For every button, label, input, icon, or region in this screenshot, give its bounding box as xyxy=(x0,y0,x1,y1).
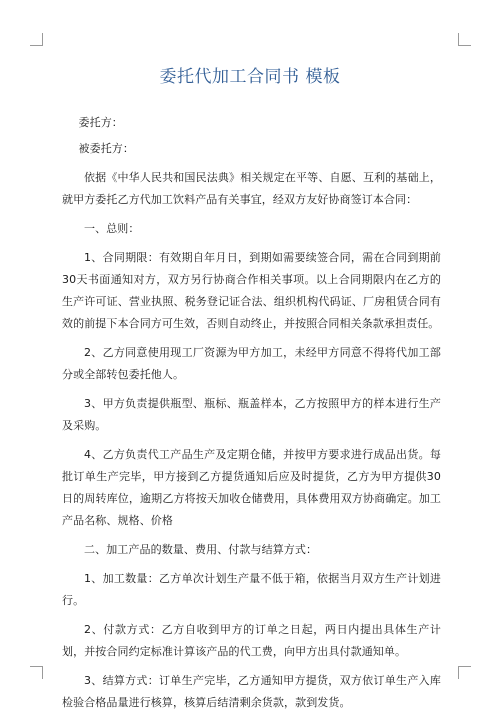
document-title: 委托代加工合同书 模板 xyxy=(159,67,341,87)
paragraph-payment: 2、付款方式：乙方自收到甲方的订单之日起，两日内提出具体生产计划，并按合同约定标准计算该产品的代工费，向甲方出具付款通知单。 xyxy=(62,623,441,658)
section-heading-quantity-payment: 二、加工产品的数量、费用、付款与结算方式： xyxy=(84,543,318,556)
paragraph-contractor: 被委托方： xyxy=(78,142,134,155)
section-heading-general: 一、总则： xyxy=(84,222,140,235)
document-body xyxy=(62,112,441,714)
paragraph-no-subcontract: 2、乙方同意使用现工厂资源为甲方加工，未经甲方同意不得将代加工部分或全部转包委托他人。 xyxy=(62,346,441,381)
paragraph-contract-term: 1、合同期限：有效期自年月日，到期如需要续签合同，需在合同到期前30天书面通知对方，双方另行协商合作相关事项。以上合同期限内在乙方的生产许可证、营业执照、税务登记证合法、组织机构代码证、厂房租赁合同有效的前提下本合同方可生效，否则自动终止，并按照合同相关条款承担责任。 xyxy=(62,251,441,330)
paragraph-settlement: 3、结算方式：订单生产完毕，乙方通知甲方提货，双方依订单生产入库检验合格品量进行核算，核算后结清剩余货款，款到发货。 xyxy=(62,674,441,709)
paragraph-samples: 3、甲方负责提供瓶型、瓶标、瓶盖样本，乙方按照甲方的样本进行生产及采购。 xyxy=(62,397,441,432)
crop-mark-top-left xyxy=(30,33,43,46)
paragraph-quantity: 1、加工数量：乙方单次计划生产量不低于箱，依据当月双方生产计划进行。 xyxy=(62,572,441,607)
paragraph-preamble: 依据《中华人民共和国民法典》相关规定在平等、自愿、互利的基础上，就甲方委托乙方代加工饮料产品有关事宜，经双方友好协商签订本合同： xyxy=(62,171,441,206)
crop-mark-bottom-right xyxy=(458,666,471,679)
paragraph-client: 委托方： xyxy=(78,116,123,129)
crop-mark-bottom-left xyxy=(30,666,43,679)
crop-mark-top-right xyxy=(458,33,471,46)
paragraph-storage: 4、乙方负责代工产品生产及定期仓储，并按甲方要求进行成品出货。每批订单生产完毕，甲方接到乙方提货通知后应及时提货，乙方为甲方提供30日的周转库位，逾期乙方将按天加收仓储费用，具体费用双方协商确定。加工产品名称、规格、价格 xyxy=(62,448,441,527)
